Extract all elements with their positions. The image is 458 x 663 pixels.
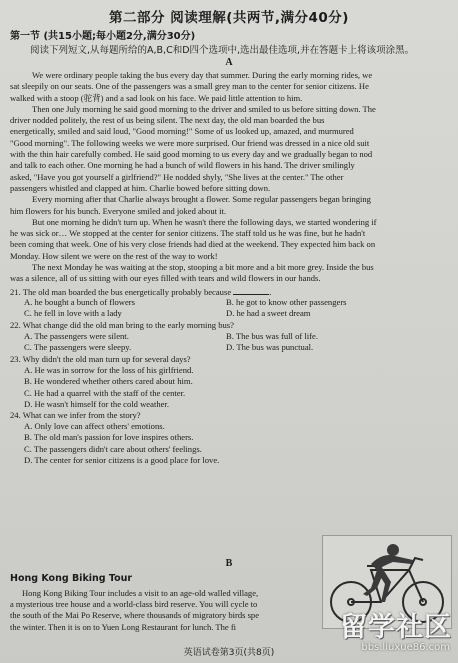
- passage-line: the winter. Then it is on to Yuen Long Restaurant for lunch. The fi: [10, 621, 237, 632]
- passage-line: with the thin hair carefully combed. He said good morning to us every day and we gradually began to nod: [10, 149, 373, 160]
- passage-line: Hong Kong Biking Tour includes a visit to an age-old walled village,: [22, 588, 259, 598]
- passage-line: Then one July morning he said good morning to the driver and smiled to us before sitting down. The: [32, 103, 376, 114]
- passage-a-label: A: [225, 57, 233, 68]
- passage-line: sat sleepily on our seats. One of the passengers was a small grey man to the center for senior citizens. He: [10, 81, 369, 92]
- question-stem: 22. What change did the old man bring to the early morning bus?: [10, 320, 234, 330]
- option-c[interactable]: C. The passengers were sleepy.: [24, 342, 132, 353]
- option-b[interactable]: B. He wondered whether others cared about him.: [24, 376, 193, 387]
- option-d[interactable]: D. he had a sweet dream: [226, 308, 311, 319]
- option-b[interactable]: B. he got to know other passengers: [226, 297, 347, 308]
- passage-line: energetically, smiled and said loud, "Good morning!" Some of us looked up, amazed, and murmured: [10, 126, 354, 137]
- passage-line: driver nodded politely, the rest of us being silent. The next day, the old man boarded the bus: [10, 115, 325, 126]
- answer-blank: [233, 286, 269, 295]
- passage-line: him flowers for his bunch. Everyone smiled and joked about it.: [10, 205, 227, 216]
- option-c[interactable]: C. he fell in love with a lady: [24, 308, 122, 319]
- passage-b-label: B: [225, 558, 233, 569]
- passage-line: The next Monday he was waiting at the stop, stooping a bit more and a bit more grey. Inside the bus: [32, 262, 374, 273]
- passage-line: But one morning he didn't turn up. When he wasn't there the following days, we started wondering if: [32, 216, 377, 227]
- option-c[interactable]: C. He had a quarrel with the staff of the center.: [24, 387, 186, 398]
- passage-line: a mysterious tree house and a world-class bird reserve. You will cycle to: [10, 599, 258, 610]
- passage-line: Monday. How silent we were on the rest of the way to work!: [10, 250, 218, 261]
- question-21: 21. The old man boarded the bus energetically probably because . A. he bought a bunch of flowers B. he got to know other passengers C. he fell in love with a lady D. he had a sweet dream: [10, 287, 347, 319]
- question-22: [10, 320, 450, 354]
- passage-b-title: Hong Kong Biking Tour: [10, 573, 133, 584]
- passage-line: was a silence, all of us sitting with our eyes filled with tears and wild flowers in our hands.: [10, 273, 321, 284]
- question-24: [10, 410, 450, 466]
- passage-line: and talk to each other. One morning he had a bunch of wild flowers in his hand. The driver smilingly: [10, 160, 355, 171]
- option-a[interactable]: A. he bought a bunch of flowers: [24, 297, 135, 308]
- passage-line: been coming that week. One of his very close friends had died at the weekend. They expected him back on: [10, 239, 376, 250]
- passage-line: he was sick or… We stopped at the center for senior citizens. The staff told us he was fine, but he hadn't: [10, 228, 366, 239]
- question-stem: 21. The old man boarded the bus energetically probably because: [10, 287, 232, 297]
- part-title: 第二部分 阅读理解(共两节,满分40分): [109, 10, 349, 26]
- option-a[interactable]: A. The passengers were silent.: [24, 331, 129, 342]
- page-footer: 英语试卷第3页(共8页): [183, 648, 275, 658]
- option-a[interactable]: A. Only love can affect others' emotions.: [24, 421, 165, 432]
- option-b[interactable]: B. The bus was full of life.: [226, 331, 318, 342]
- passage-a-text: [10, 70, 450, 285]
- passage-line: "Good morning". The following weeks we were more surprised. Our friend was dressed in a nice old suit: [10, 137, 370, 148]
- section-label: 第一节 (共15小题;每小题2分,满分30分): [10, 31, 196, 42]
- option-c[interactable]: C. The passengers didn't care about others' feelings.: [24, 443, 202, 454]
- question-stem: 23. Why didn't the old man turn up for several days?: [10, 354, 191, 364]
- passage-line: Every morning after that Charlie always brought a flower. Some regular passengers began bringing: [32, 194, 371, 205]
- passage-line: the south of the Mai Po Reserve, where thousands of migratory birds spe: [10, 610, 259, 621]
- option-d[interactable]: D. The center for senior citizens is a good place for love.: [24, 454, 220, 465]
- passage-line: passengers whistled and clapped at him. Charlie bowed before sitting down.: [10, 182, 271, 193]
- option-d[interactable]: D. The bus was punctual.: [226, 342, 314, 353]
- directions: 阅读下列短文,从每题所给的A,B,C和D四个选项中,选出最佳选项,并在答题卡上将该项涂黑。: [30, 45, 415, 56]
- option-b[interactable]: B. The old man's passion for love inspires others.: [24, 432, 194, 443]
- option-a[interactable]: A. He was in sorrow for the loss of his girlfriend.: [24, 365, 194, 376]
- watermark-url: bbs.liuxue86.com: [361, 642, 450, 653]
- passage-line: walked with a stoop (驼背) and a sad look on his face. We paid little attention to him.: [10, 92, 303, 103]
- passage-b-text: [10, 588, 340, 633]
- passage-line: asked, "Have you got yourself a girlfriend?" He nodded shyly, "She lives at the center." The other: [10, 171, 344, 182]
- passage-line: We were ordinary people taking the bus every day that summer. During the early morning rides, we: [32, 70, 373, 80]
- question-23: [10, 354, 450, 410]
- option-d[interactable]: D. He wasn't himself for the cold weather.: [24, 398, 169, 409]
- question-stem: 24. What can we infer from the story?: [10, 410, 141, 420]
- watermark-logo: 留学社区: [340, 612, 452, 643]
